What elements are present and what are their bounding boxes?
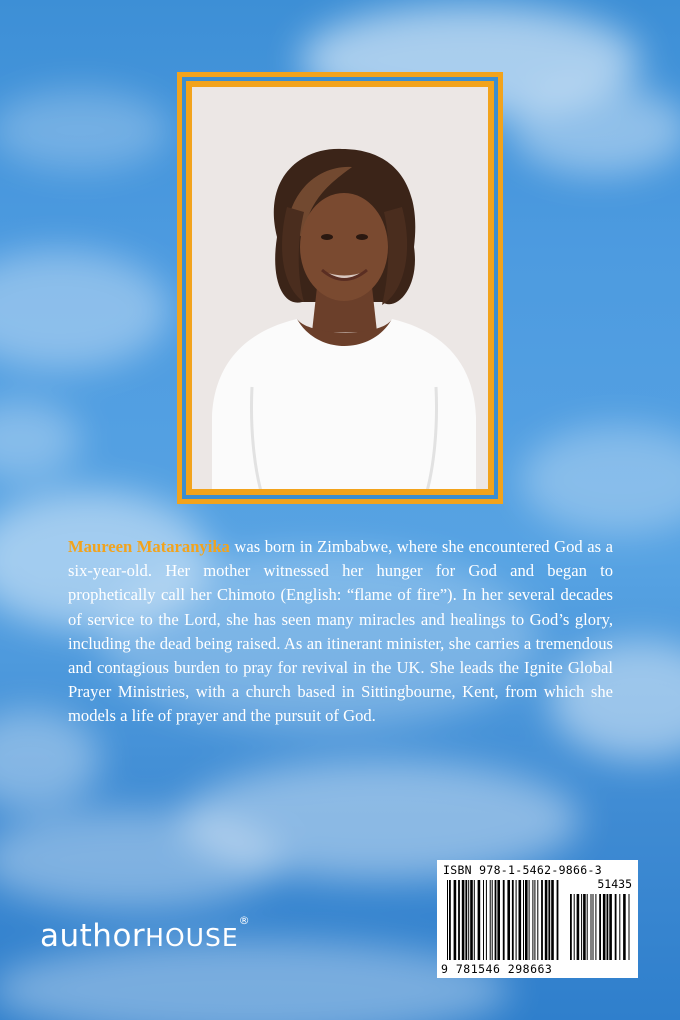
barcode-bar: [545, 880, 548, 960]
barcode-bar: [497, 880, 500, 960]
barcode-bar: [470, 880, 473, 960]
barcode-bar: [581, 894, 582, 960]
barcode-bar: [577, 894, 580, 960]
author-portrait: [192, 87, 488, 489]
barcode-bar: [512, 880, 514, 960]
barcode-bar: [529, 880, 530, 960]
isbn-barcode: [437, 860, 638, 978]
price-code: 51435: [597, 877, 632, 891]
barcode-bar: [486, 880, 487, 960]
barcode-bar: [595, 894, 596, 960]
barcode-bar: [507, 880, 510, 960]
author-bio: [68, 535, 613, 729]
barcode-bar: [468, 880, 469, 960]
barcode-bar: [495, 880, 497, 960]
logo-author: author: [40, 918, 146, 954]
barcode-bar: [465, 880, 467, 960]
barcode-bar: [603, 894, 606, 960]
barcode-bar: [449, 880, 451, 960]
barcode-bar: [503, 880, 505, 960]
barcode-bar: [447, 880, 448, 960]
bio-paragraph: [68, 535, 613, 729]
barcode-bar: [454, 880, 457, 960]
barcode-bar: [523, 880, 524, 960]
barcode-bar: [599, 894, 601, 960]
barcode-bar: [619, 894, 620, 960]
barcode-bar: [615, 894, 617, 960]
barcode-bar: [583, 894, 586, 960]
author-photo: [192, 87, 488, 489]
barcode-bar: [519, 880, 522, 960]
barcode-bar: [591, 894, 592, 960]
ean-digits: 9 781546 298663: [441, 962, 553, 976]
barcode-bar: [593, 894, 594, 960]
barcode-bar: [623, 894, 626, 960]
barcode-bar: [516, 880, 517, 960]
barcode-bar: [587, 894, 588, 960]
barcode-bar: [458, 880, 460, 960]
barcode-bar: [548, 880, 550, 960]
barcode-bar: [557, 880, 559, 960]
barcode-bar: [609, 894, 612, 960]
barcode-bar: [532, 880, 533, 960]
barcode-bar: [474, 880, 475, 960]
barcode-bar: [478, 880, 481, 960]
registered-mark: ®: [238, 914, 251, 927]
barcode-bar: [574, 894, 575, 960]
barcode-bar: [541, 880, 543, 960]
bio-text: was born in Zimbabwe, where she encountered God as a six-year-old. Her mother witnessed her hunger for God and began to prophetically call her Chimoto (English: “flame of fire”). In her several decades of service to the Lord, she has seen many miracles and healings to God’s glory, including the dead being raised. As an itinerant minister, she carries a tremendous and contagious burden to pray for revival in the UK. She leads the Ignite Global Prayer Ministries, with a church based in Sittingbourne, Kent, from which she models a life of prayer and the pursuit of God.: [68, 537, 613, 726]
barcode-bar: [483, 880, 484, 960]
barcode-bar: [534, 880, 535, 960]
barcode-bar: [607, 894, 609, 960]
barcode-bar: [490, 880, 491, 960]
author-name: Maureen Mataranyika: [68, 537, 230, 556]
barcode-bar: [462, 880, 465, 960]
barcode-bar: [492, 880, 493, 960]
publisher-logo: [40, 914, 251, 954]
barcode-bar: [629, 894, 630, 960]
photo-frame: [177, 72, 503, 504]
barcode-bar: [537, 880, 538, 960]
barcode-bars: [437, 860, 638, 978]
barcode-bar: [525, 880, 528, 960]
logo-house: HOUSE: [145, 923, 239, 952]
barcode-bar: [570, 894, 572, 960]
barcode-bar: [551, 880, 554, 960]
isbn-label: ISBN 978-1-5462-9866-3: [443, 863, 602, 877]
